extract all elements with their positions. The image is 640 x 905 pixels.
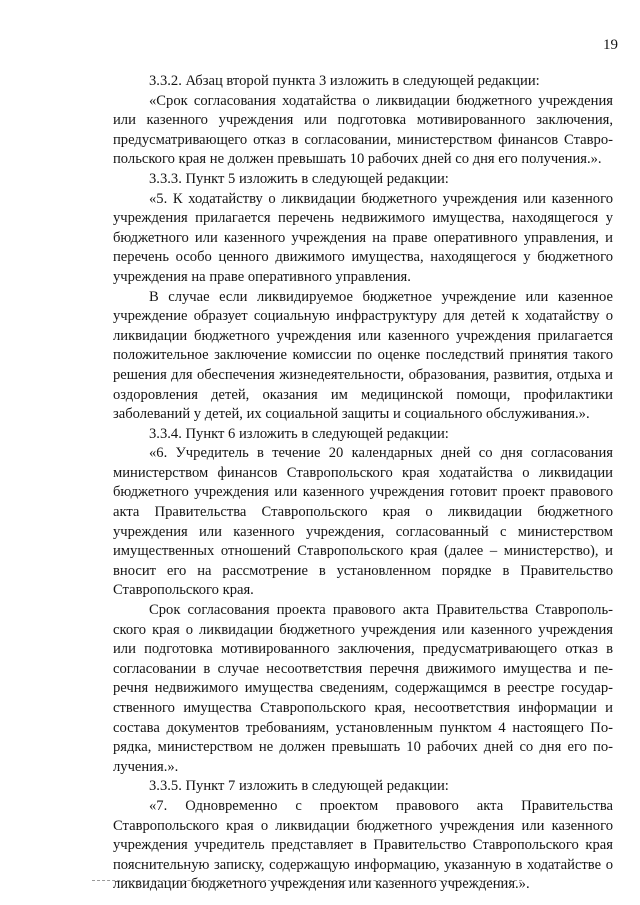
paragraph-3-3-3-heading: 3.3.3. Пункт 5 изложить в следующей редакции: xyxy=(149,170,449,187)
paragraph-3-3-2-text: «Срок согласования ходатайства о ликвидации бюджетного учреждения или казенного учреждения или подготовка мотивированного заключения, предусматривающего отказ в согласовании, министерством финансов Ставропольского края не должен превышать 10 рабочих дней со дня его получения.». xyxy=(113,92,613,168)
footer-divider xyxy=(92,880,522,882)
document-body xyxy=(113,72,613,895)
paragraph-3-3-4-text: «6. Учредитель в течение 20 календарных дней со дня согласования министерством финансов Ставропольского края ходатайства о ликвидации бюджетного учреждения или казенного учреждения готовит проект правового акта Правительства Ставропольского края о ликвидации бюджетного учреждения или казенного учреждения, согласованный с министерством имущественных отношений Ставропольского края (далее – министерство), и вносит его на рассмотрение в установленном порядке в Правительство Ставропольского края. xyxy=(113,445,613,599)
paragraph-3-3-4-heading: 3.3.4. Пункт 6 изложить в следующей редакции: xyxy=(149,425,449,442)
paragraph-3-3-2-heading: 3.3.2. Абзац второй пункта 3 изложить в следующей редакции: xyxy=(149,73,540,89)
paragraph-3-3-5-heading: 3.3.5. Пункт 7 изложить в следующей редакции: xyxy=(149,778,449,795)
paragraph-3-3-5-text: «7. Одновременно с проектом правового акта Правительства Ставропольского края о ликвидации бюджетного учреждения или казенного учреждения учредитель представляет в Правительство Ставропольского края пояснительную записку, содержащую информацию, указанную в ходатайстве о ликвидации бюджетного учреждения или казенного учреждения.». xyxy=(113,797,613,893)
page-number: 19 xyxy=(603,37,618,53)
paragraph-3-3-3-text-continued: В случае если ликвидируемое бюджетное учреждение или казенное учреждение образует социальную инфраструктуру для детей к ходатайству о ликвидации бюджетного учреждения или казенного учреждения прилагается положительное заключение комиссии по оценке последствий принятия такого решения для обеспечения жизнедеятельности, образования, развития, отдыха и оздоровления детей, оказания им медицинской помощи, профилактики заболеваний у детей, их социальной защиты и социального обслуживания.». xyxy=(113,288,613,423)
paragraph-3-3-3-text: «5. К ходатайству о ликвидации бюджетного учреждения или казенного учреждения прилагается перечень недвижимого имущества, находящегося у бюджетного или казенного учреждения на праве оперативного управления, и перечень особо ценного движимого имущества, находящегося у бюджетного учреждения на праве оперативного управления. xyxy=(113,190,613,285)
paragraph-3-3-4-text-continued: Срок согласования проекта правового акта Правительства Ставропольского края о ликвидации бюджетного учреждения или казенного учреждения или подготовка мотивированного заключения, предусматривающего отказ в согласовании в случае несоответствия перечня движимого имущества и перечня недвижимого имущества сведениям, содержащимся в реестре государственного имущества Ставропольского края, несоответствия информации и состава документов требованиям, установленным пунктом 4 настоящего Порядка, министерством не должен превышать 10 рабочих дней со дня его получения.». xyxy=(113,602,613,775)
